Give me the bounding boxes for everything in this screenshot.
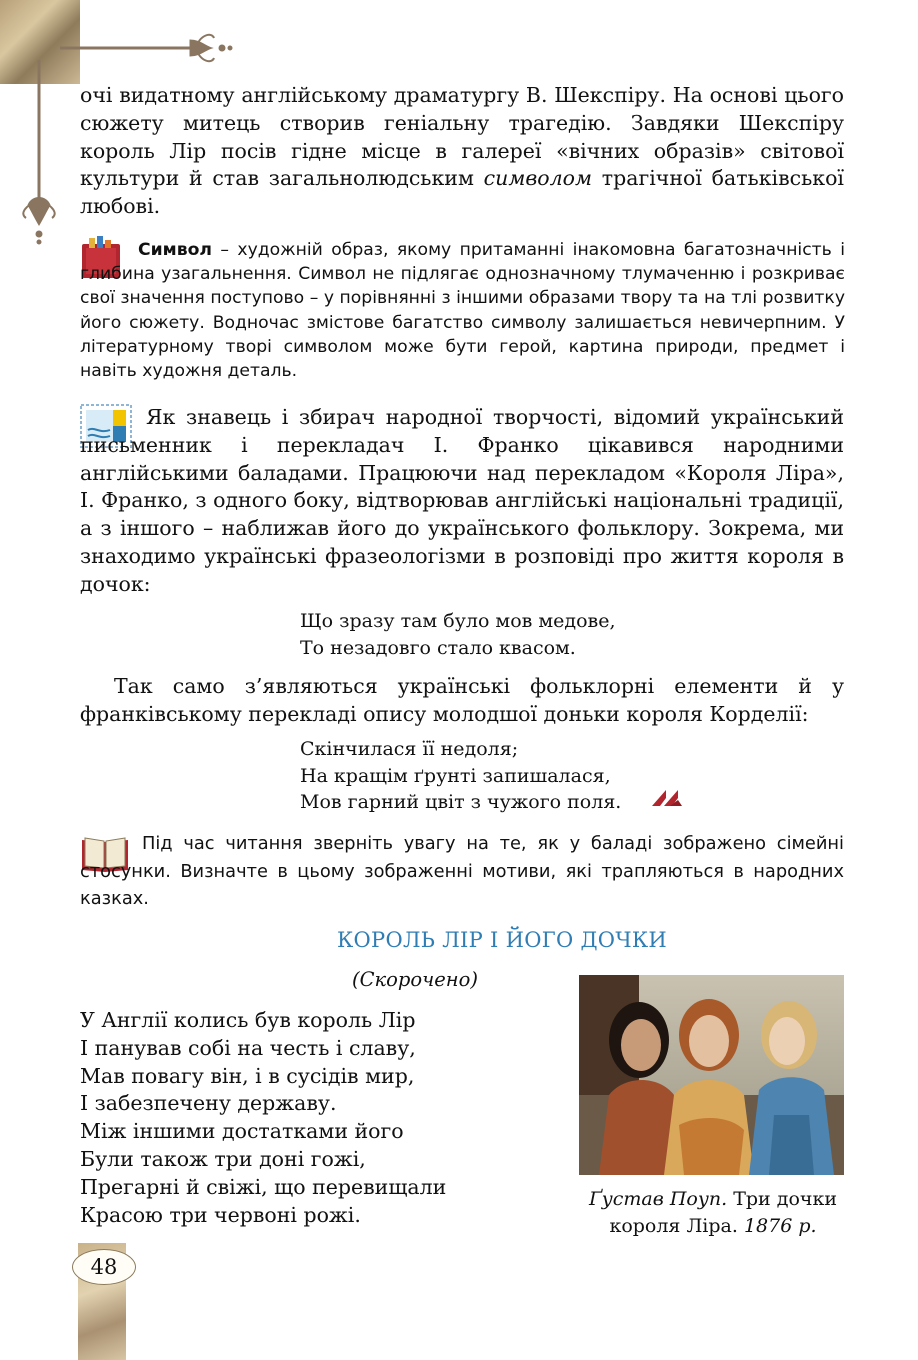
intro-paragraph: [80, 82, 844, 221]
caption-artist: Ґустав Поуп.: [588, 1188, 728, 1210]
intro-paragraph-text: очі видатному англійському драматургу В. Шекспіру. На основі цього сюжету митець створив геніальну трагедію. Завдяки Шекспіру король Лір посів гідне місце в галереї «вічних образів» світової культури й став загальнолюдським: [80, 83, 844, 191]
definition-term: Символ: [138, 240, 212, 260]
quote-line: Скінчилася її недоля;: [300, 738, 519, 760]
franko-paragraph: [80, 404, 844, 599]
reading-task: [80, 830, 844, 913]
symbol-definition: [80, 238, 845, 383]
poem-line: Були також три доні гожі,: [80, 1146, 366, 1171]
poem-line: І панував собі на честь і славу,: [80, 1035, 416, 1060]
poem-line: Красою три червоні рожі.: [80, 1202, 361, 1227]
quote-end-arrows-icon: [650, 786, 684, 810]
quote-block-1: [300, 608, 616, 661]
caption-year: 1876 р.: [743, 1215, 817, 1237]
ballad-title: КОРОЛЬ ЛІР І ЙОГО ДОЧКИ: [336, 928, 668, 952]
symbol-emphasis: символом: [483, 166, 593, 191]
poem-line: Між іншими достатками його: [80, 1119, 404, 1144]
ballad-subtitle: (Скорочено): [352, 968, 478, 991]
quote-line: Що зразу там було мов медове,: [300, 610, 616, 632]
reading-task-text: Під час читання зверніть увагу на те, як у баладі зображено сімейні стосунки. Визначте в цьому зображенні мотиви, які трапляються в народних казках.: [80, 833, 844, 909]
poem-line: І забезпечену державу.: [80, 1091, 337, 1116]
definition-text: – художній образ, якому притаманні інакомовна багатозначність і глибина узагальнення. Символ не підлягає однозначному тлумаченню і розкриває свої значення поступово – у порівнянні з іншими образами твору та на тлі розвитку його сюжету. Водночас змістове багатство символу залишається невичерпним. У літературному творі символом може бути герой, картина природи, предмет і навіть художня деталь.: [80, 240, 845, 382]
quote-block-2: [300, 736, 621, 816]
poem-block: [80, 1007, 446, 1229]
intro-paragraph-end: трагічної батьківської любові.: [80, 166, 844, 219]
page-number: 48: [72, 1249, 136, 1285]
quote-line: То незадовго стало квасом.: [300, 636, 576, 659]
quote-line: На кращім ґрунті запишалася,: [300, 764, 611, 787]
poem-line: У Англії колись був король Лір: [80, 1008, 416, 1032]
painting-caption: [567, 1186, 859, 1240]
poem-line: Прегарні й свіжі, що перевищали: [80, 1174, 447, 1199]
caption-title: Три дочки короля Ліра.: [609, 1188, 837, 1237]
poem-line: Мав повагу він, і в сусідів мир,: [80, 1063, 415, 1088]
cordelia-paragraph-text: Так само з’являються українські фольклорні елементи й у франківському перекладі опису молодшої доньки короля Корделії:: [80, 674, 844, 726]
cordelia-paragraph: [80, 673, 844, 729]
franko-paragraph-text: Як знавець і збирач народної творчості, відомий український письменник і перекладач І. Франко цікавився народними англійськими баладами. Працюючи над перекладом «Короля Ліра», І. Франко, з одного боку, відтворював англійські національні традиції, а з іншого – наближав його до українського фольклору. Зокрема, ми знаходимо українські фразеологізми в розповіді про життя короля в дочок:: [80, 405, 844, 596]
painting-three-daughters: [579, 975, 844, 1175]
quote-line: Мов гарний цвіт з чужого поля.: [300, 791, 622, 813]
